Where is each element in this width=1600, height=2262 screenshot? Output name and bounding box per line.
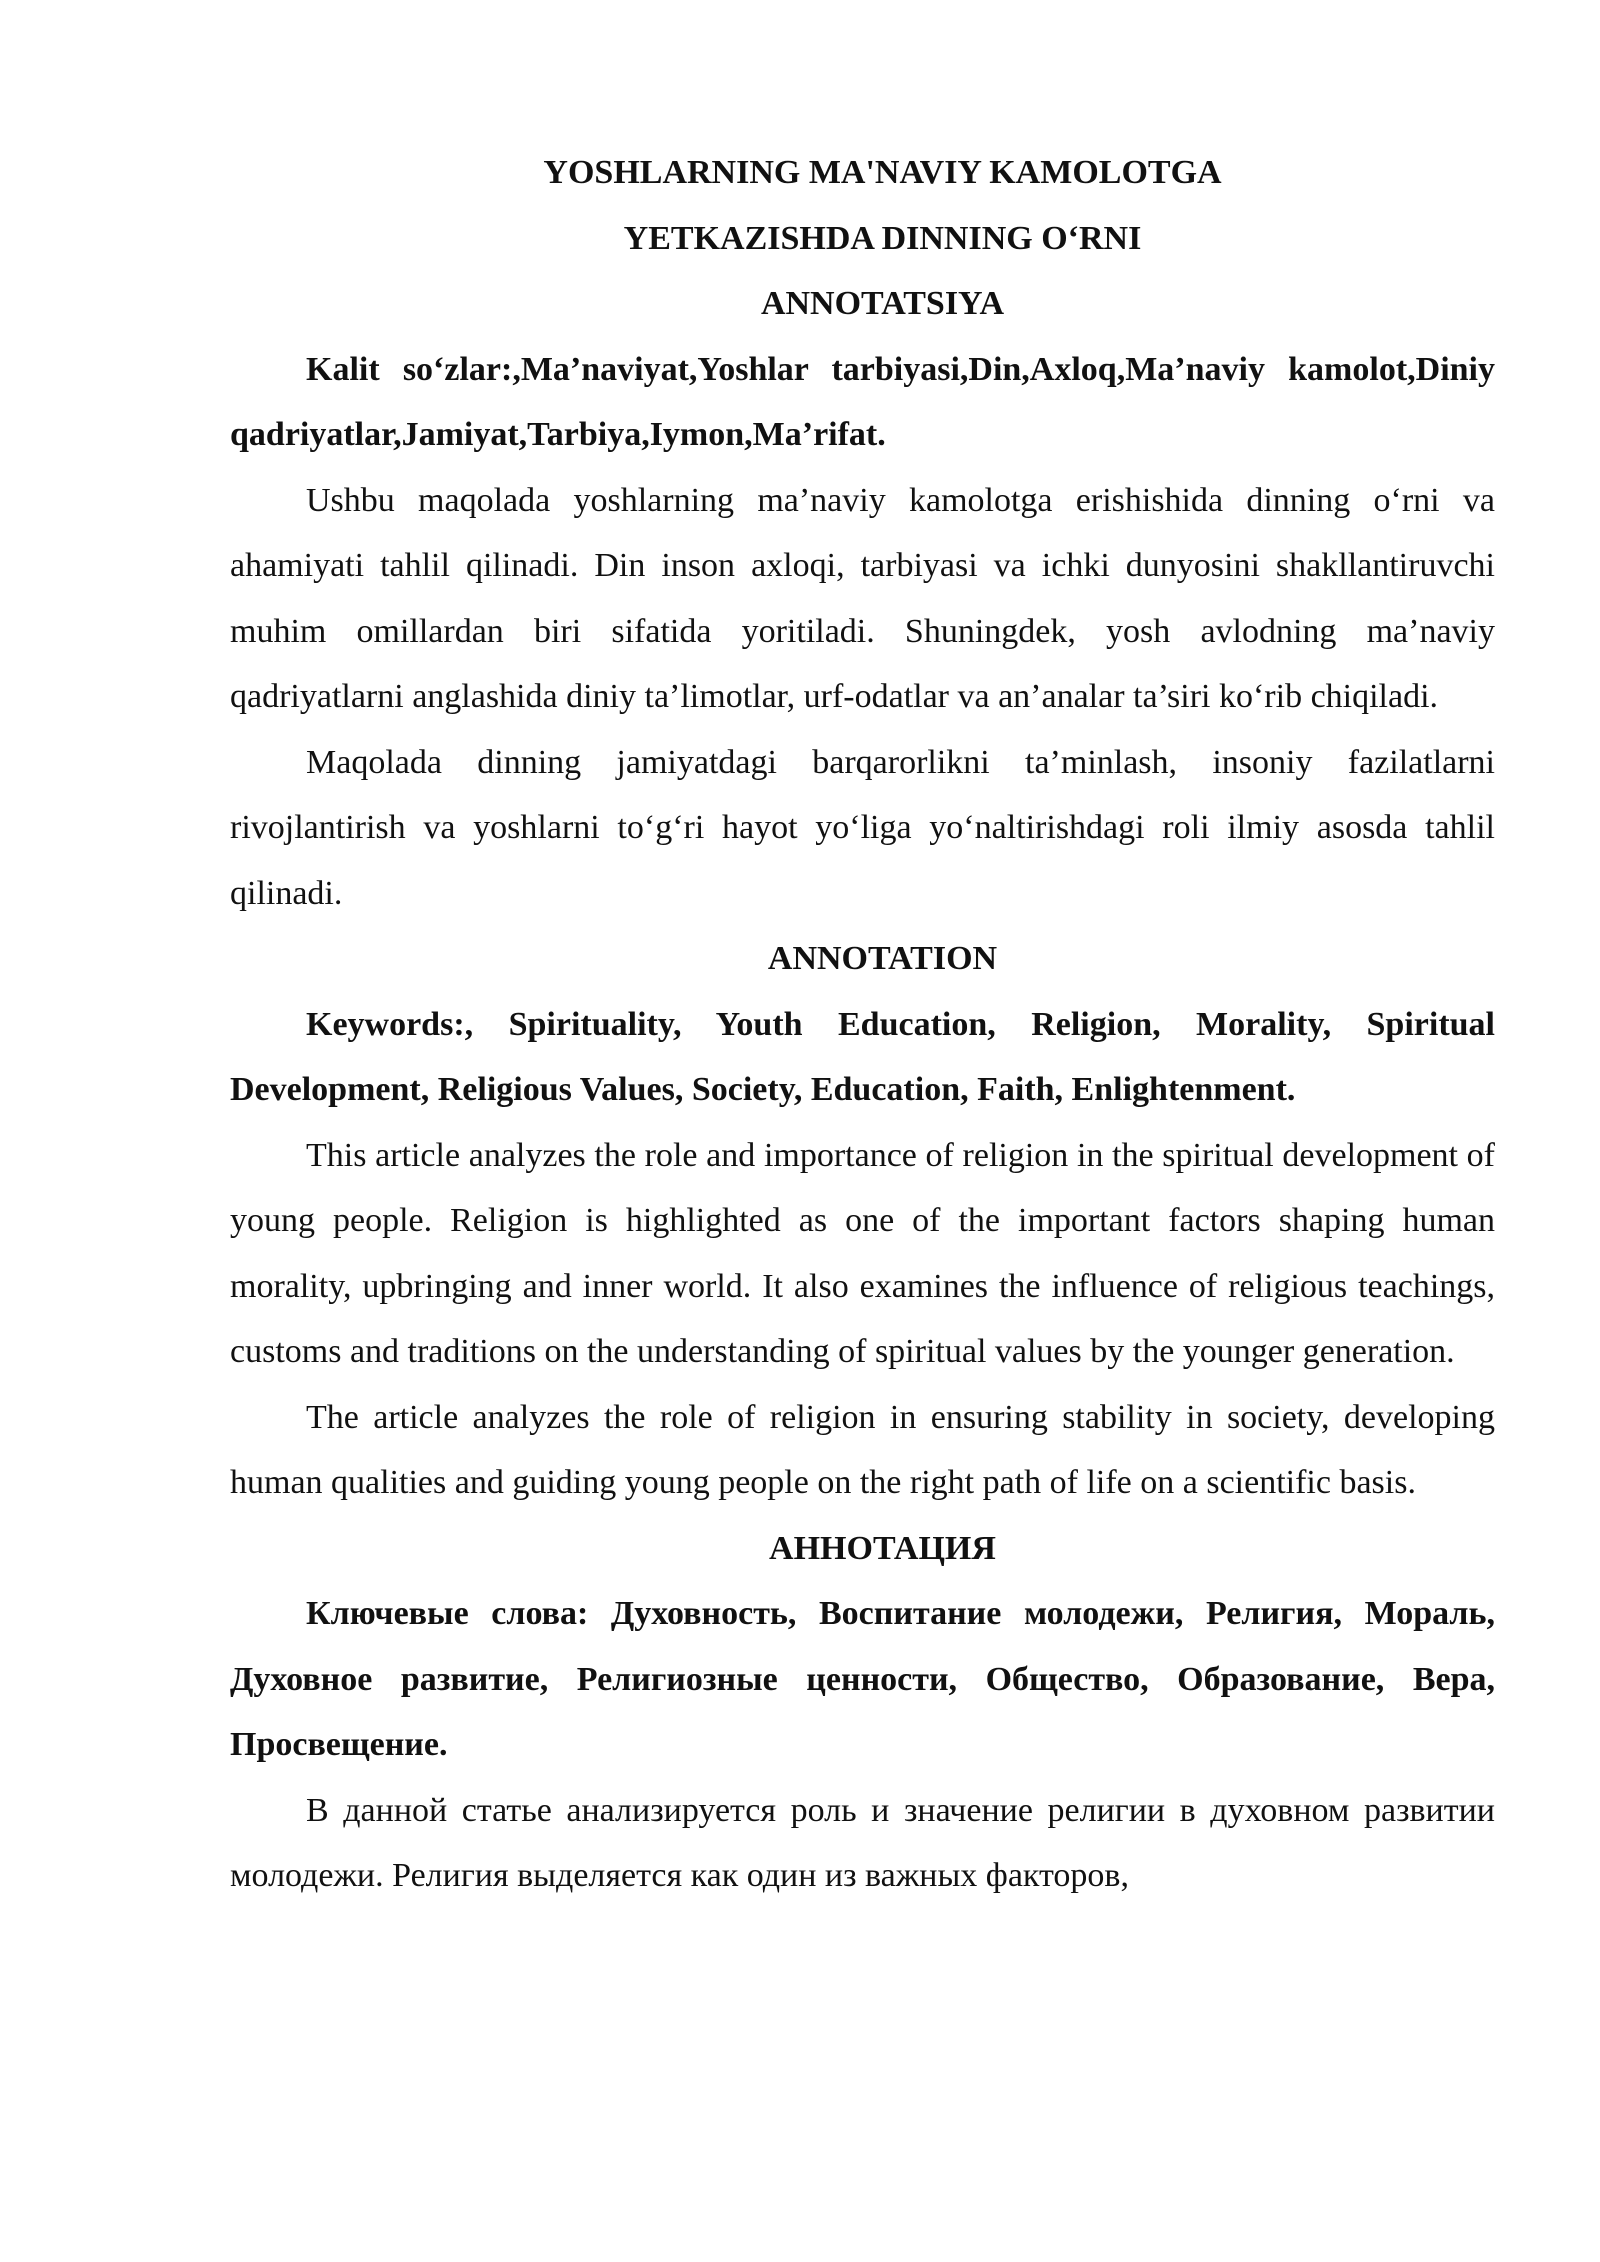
- english-annotation-section: [230, 926, 1495, 1516]
- english-paragraph-2: The article analyzes the role of religion in ensuring stability in society, developing human qualities and guiding young people on the right path of life on a scientific basis.: [230, 1398, 1495, 1501]
- english-paragraph-1: This article analyzes the role and importance of religion in the spiritual development of young people. Religion is highlighted as one of the important factors shaping human morality, upbringing and inner world. It also examines the influence of religious teachings, customs and traditions on the understanding of spiritual values by the younger generation.: [230, 1136, 1495, 1370]
- uzbek-keywords: Kalit so‘zlar:,Ma’naviyat,Yoshlar tarbiyasi,Din,Axloq,Ma’naviy kamolot,Diniy qadriyatlar,Jamiyat,Tarbiya,Iymon,Ma’rifat.: [230, 350, 1495, 453]
- english-annotation-heading: ANNOTATION: [767, 940, 998, 977]
- russian-keywords: Ключевые слова: Духовность, Воспитание молодежи, Религия, Мораль, Духовное развитие, Религиозные ценности, Общество, Образование, Вера, Просвещение.: [230, 1595, 1495, 1763]
- title-line-1: YOSHLARNING MA'NAVIY KAMOLOTGA: [543, 154, 1222, 191]
- english-keywords: Keywords:, Spirituality, Youth Education, Religion, Morality, Spiritual Development, Religious Values, Society, Education, Faith, Enlightenment.: [230, 1005, 1495, 1108]
- uzbek-paragraph-1: Ushbu maqolada yoshlarning ma’naviy kamolotga erishishida dinning o‘rni va ahamiyati tahlil qilinadi. Din inson axloqi, tarbiyasi va ichki dunyosini shakllantiruvchi muhim omillardan biri sifatida yoritiladi. Shuningdek, yosh avlodning ma’naviy qadriyatlarni anglashida diniy ta’limotlar, urf-odatlar va an’analar ta’siri ko‘rib chiqiladi.: [230, 481, 1495, 715]
- article-title: [230, 140, 1495, 271]
- title-line-2: YETKAZISHDA DINNING O‘RNI: [623, 219, 1142, 257]
- russian-paragraph-1: В данной статье анализируется роль и значение религии в духовном развитии молодежи. Религия выделяется как один из важных факторов,: [230, 1791, 1495, 1894]
- uzbek-annotation-section: [230, 271, 1495, 926]
- document-page: [230, 140, 1495, 1909]
- uzbek-paragraph-2: Maqolada dinning jamiyatdagi barqarorlikni ta’minlash, insoniy fazilatlarni rivojlantirish va yoshlarni to‘g‘ri hayot yo‘liga yo‘naltirishdagi roli ilmiy asosda tahlil qilinadi.: [230, 743, 1495, 912]
- russian-annotation-heading: АННОТАЦИЯ: [769, 1529, 996, 1567]
- uzbek-annotation-heading: ANNOTATSIYA: [760, 285, 1005, 322]
- russian-annotation-section: [230, 1516, 1495, 1909]
